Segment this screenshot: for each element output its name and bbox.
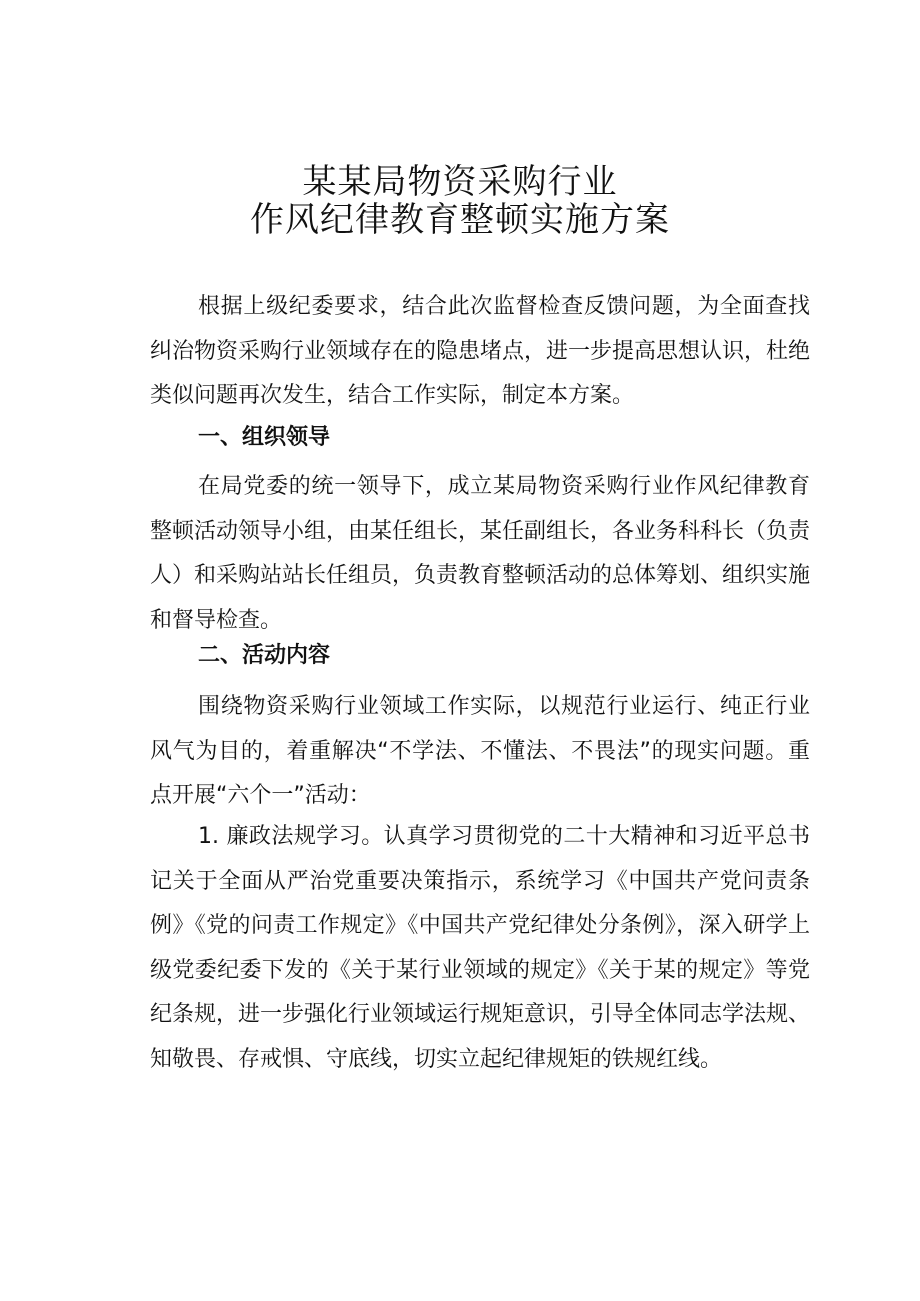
intro-paragraph: 根据上级纪委要求，结合此次监督检查反馈问题，为全面查找纠治物资采购行业领域存在的隐患堵点，进一步提高思想认识，杜绝类似问题再次发生，结合工作实际，制定本方案。	[150, 294, 811, 408]
section-heading-activities: 二、活动内容	[198, 643, 331, 668]
section-activities-paragraph: 围绕物资采购行业领域工作实际，以规范行业运行、纯正行业风气为目的，着重解决“不学法、不懂法、不畏法”的现实问题。重点开展“六个一”活动：	[150, 694, 810, 808]
document-title-line-2: 作风纪律教育整顿实施方案	[250, 200, 670, 240]
document-title-line-1: 某某局物资采购行业	[302, 162, 618, 202]
activity-item-1-paragraph: 1. 廉政法规学习。认真学习贯彻党的二十大精神和习近平总书记关于全面从严治党重要决策指示，系统学习《中国共产党问责条例》《党的问责工作规定》《中国共产党纪律处分条例》，深入研学上级党委纪委下发的《关于某行业领域的规定》《关于某的规定》等党纪条规，进一步强化行业领域运行规矩意识，引导全体同志学法规、知敬畏、存戒惧、守底线，切实立起纪律规矩的铁规红线。	[150, 824, 811, 1072]
section-organization-paragraph: 在局党委的统一领导下，成立某局物资采购行业作风纪律教育整顿活动领导小组，由某任组长，某任副组长，各业务科科长（负责人）和采购站站长任组员，负责教育整顿活动的总体筹划、组织实施和督导检查。	[150, 474, 811, 633]
section-heading-organization: 一、组织领导	[198, 425, 331, 450]
